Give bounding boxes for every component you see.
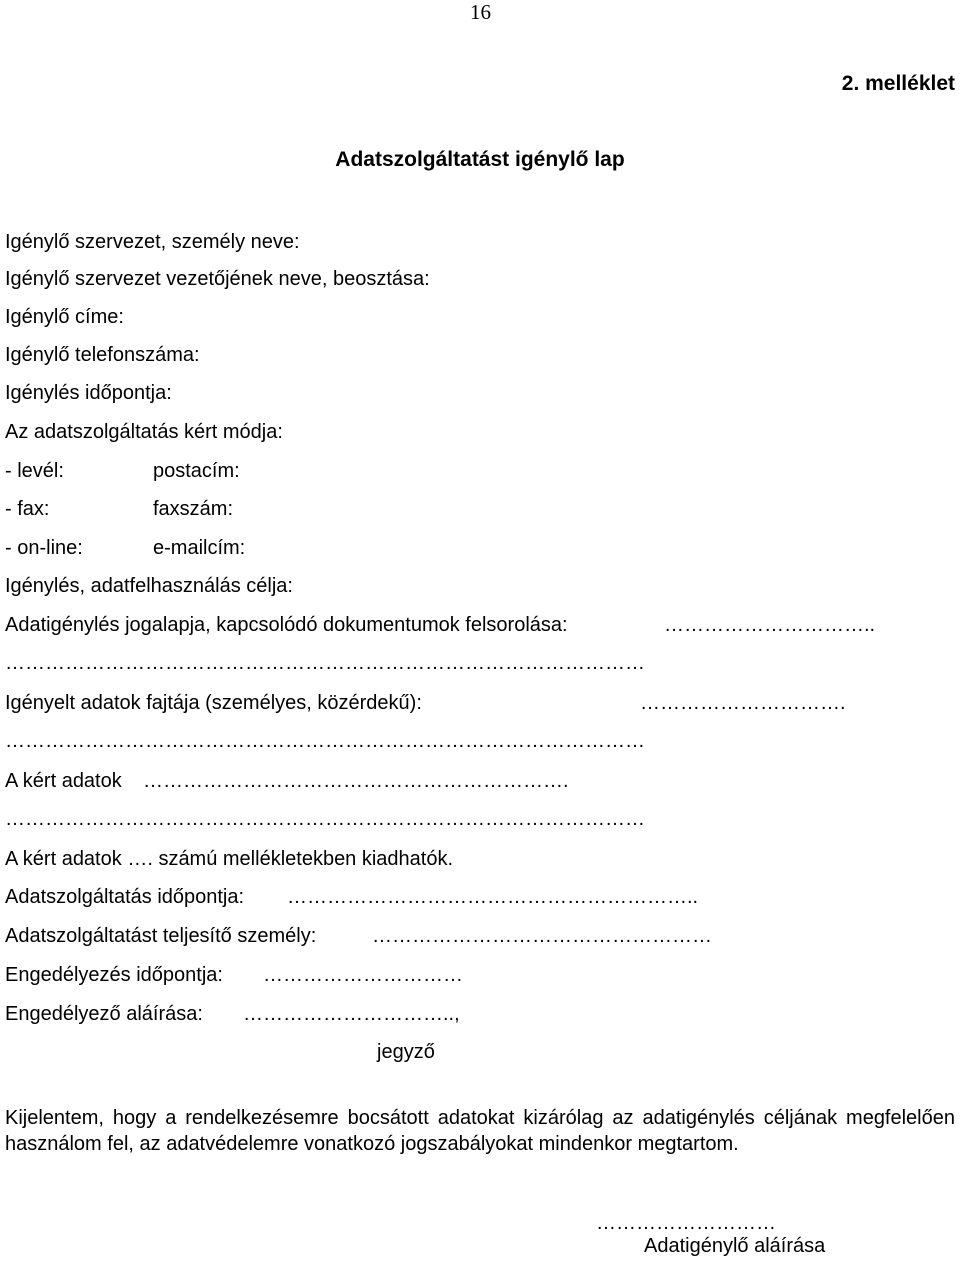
- approver-signature-label: Engedélyező aláírása:: [5, 1003, 203, 1025]
- annex-note-start: A kért adatok: [5, 848, 122, 870]
- online-option-label: - on-line:: [5, 537, 83, 559]
- annex-label: 2. melléklet: [841, 72, 955, 95]
- fax-number-label: faxszám:: [153, 498, 234, 520]
- delivery-method-label: Az adatszolgáltatás kért módja:: [5, 421, 283, 443]
- requested-data-dots-line2: ……………………………………………………………………………………: [5, 808, 645, 830]
- address-label: Igénylő címe:: [5, 306, 124, 328]
- notary-label: jegyző: [377, 1041, 435, 1063]
- legal-basis-label: Adatigénylés jogalapja, kapcsolódó dokumentumok felsorolása:: [5, 614, 568, 636]
- approval-date-dots: …………………………: [263, 964, 463, 986]
- phone-label: Igénylő telefonszáma:: [5, 344, 200, 366]
- service-date-label: Adatszolgáltatás időpontja:: [5, 886, 245, 908]
- data-type-label: Igényelt adatok fajtája (személyes, közérdekű):: [5, 692, 422, 714]
- service-person-dots: ……………………………………………: [372, 925, 712, 947]
- legal-basis-dots-line2: ……………………………………………………………………………………: [5, 652, 645, 674]
- page-number: 16: [470, 0, 491, 24]
- annex-note-end: számú mellékletekben kiadhatók.: [158, 848, 454, 870]
- requested-data-label: A kért adatok: [5, 770, 122, 792]
- approval-date-label: Engedélyezés időpontja:: [5, 964, 223, 986]
- requested-data-dots: ……………………………………………………….: [143, 770, 569, 792]
- data-type-dots-line2: ……………………………………………………………………………………: [5, 730, 645, 752]
- signature-dots: ………………………: [596, 1212, 776, 1234]
- letter-option-label: - levél:: [5, 460, 64, 482]
- request-date-label: Igénylés időpontja:: [5, 382, 172, 404]
- fax-option-label: - fax:: [5, 498, 50, 520]
- service-person-label: Adatszolgáltatást teljesítő személy:: [5, 925, 317, 947]
- requester-name-label: Igénylő szervezet, személy neve:: [5, 231, 300, 253]
- annex-note-dots: ….: [127, 848, 153, 870]
- annex-note-label: [5, 848, 453, 871]
- signature-label: Adatigénylő aláírása: [644, 1235, 826, 1257]
- email-address-label: e-mailcím:: [153, 537, 246, 559]
- postal-address-label: postacím:: [153, 460, 240, 482]
- purpose-label: Igénylés, adatfelhasználás célja:: [5, 575, 293, 597]
- declaration-text: Kijelentem, hogy a rendelkezésemre bocsátott adatokat kizárólag az adatigénylés céljának megfelelően használom fel, az adatvédelemre vonatkozó jogszabályokat mindenkor megtartom.: [5, 1107, 955, 1155]
- form-title: Adatszolgáltatást igénylő lap: [335, 148, 625, 171]
- legal-basis-dots: …………………………..: [664, 614, 876, 636]
- data-type-dots: ………………………….: [640, 692, 846, 714]
- service-date-dots: ……………………………………………………..: [287, 886, 699, 908]
- leader-name-label: Igénylő szervezet vezetőjének neve, beosztása:: [5, 268, 430, 290]
- approver-signature-dots: …………………………..,: [243, 1003, 460, 1025]
